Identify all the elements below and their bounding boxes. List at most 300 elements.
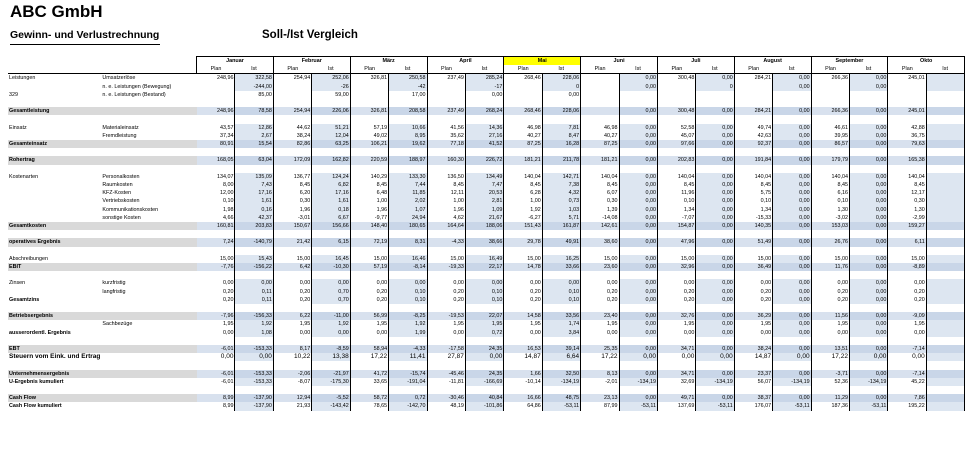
- plan-value-cell: 48,19: [427, 402, 465, 410]
- plan-value-cell: 0,00: [811, 329, 849, 337]
- ist-value-cell: 0,00: [849, 156, 887, 164]
- ist-value-cell: 211,78: [542, 156, 580, 164]
- plan-value-cell: 78,65: [350, 402, 388, 410]
- ist-value-cell: 0,00: [696, 320, 734, 328]
- ist-value-cell: [773, 247, 811, 255]
- plan-value-cell: -8,07: [273, 378, 311, 386]
- plan-value-cell: 159,27: [888, 222, 926, 230]
- ist-value-cell: [312, 271, 350, 279]
- plan-value-cell: 0,30: [888, 197, 926, 205]
- ist-value-cell: 27,16: [465, 132, 503, 140]
- plan-value-cell: 45,22: [888, 378, 926, 386]
- plan-value-cell: 52,36: [811, 378, 849, 386]
- plan-value-cell: 49,71: [657, 394, 695, 402]
- plan-value-cell: [734, 386, 772, 394]
- row-sublabel: [101, 115, 196, 123]
- plan-value-cell: 268,46: [504, 74, 542, 83]
- plan-value-cell: [427, 165, 465, 173]
- ist-value-cell: 8,31: [389, 238, 427, 246]
- plan-value-cell: 72,19: [350, 238, 388, 246]
- ist-value-cell: 11,85: [389, 189, 427, 197]
- ist-value-cell: 0,00: [849, 124, 887, 132]
- ist-value-cell: 0,00: [849, 345, 887, 353]
- row-sublabel: Vertriebskosten: [102, 198, 140, 205]
- ist-value-cell: 0,00: [773, 173, 811, 181]
- row-sublabel: Personalkosten: [102, 173, 140, 180]
- ist-value-cell: [849, 271, 887, 279]
- plan-value-cell: [581, 165, 619, 173]
- plan-value-cell: 87,25: [581, 140, 619, 148]
- plan-value-cell: 37,34: [197, 132, 235, 140]
- ist-value-cell: 0,00: [619, 312, 657, 320]
- ist-value-cell: 0,10: [389, 296, 427, 304]
- ist-value-cell: 1,99: [389, 329, 427, 337]
- plan-value-cell: 0,20: [581, 288, 619, 296]
- plan-value-cell: [734, 165, 772, 173]
- ist-value-cell: [926, 312, 964, 320]
- ist-value-cell: 0,00: [312, 279, 350, 287]
- ist-value-cell: 0,00: [696, 370, 734, 378]
- ist-value-cell: [926, 189, 964, 197]
- ist-value-cell: [773, 386, 811, 394]
- ist-value-cell: 135,09: [235, 173, 273, 181]
- plan-value-cell: 245,01: [888, 74, 926, 83]
- plan-value-cell: 8,45: [581, 181, 619, 189]
- plan-value-cell: 1,00: [350, 197, 388, 205]
- ist-value-cell: [619, 148, 657, 156]
- ist-value-cell: 0,00: [849, 214, 887, 222]
- row-label: [8, 386, 101, 394]
- row-sublabel: [101, 329, 196, 337]
- plan-value-cell: [350, 247, 388, 255]
- ist-value-cell: [696, 361, 734, 369]
- plan-value-cell: -3,02: [811, 214, 849, 222]
- ist-value-cell: -53,11: [773, 402, 811, 410]
- row-label: [8, 115, 101, 123]
- ist-value-cell: [926, 288, 964, 296]
- row-label: [8, 304, 101, 312]
- ist-value-cell: -5,52: [312, 394, 350, 402]
- ist-value-cell: 0,00: [619, 214, 657, 222]
- ist-value-cell: [773, 271, 811, 279]
- ist-value-cell: [235, 271, 273, 279]
- ist-value-cell: 0,10: [465, 288, 503, 296]
- ist-value-cell: 0,00: [849, 107, 887, 115]
- ist-value-cell: 2,67: [235, 132, 273, 140]
- plan-value-cell: [504, 83, 542, 91]
- ist-value-cell: [465, 271, 503, 279]
- ist-value-cell: 0,00: [619, 173, 657, 181]
- ist-value-cell: [465, 115, 503, 123]
- table-row: [8, 140, 965, 148]
- ist-value-cell: 24,94: [389, 214, 427, 222]
- plan-value-cell: 56,99: [350, 312, 388, 320]
- plan-value-cell: 1,30: [888, 206, 926, 214]
- plan-value-cell: 1,00: [504, 197, 542, 205]
- plan-value-cell: 6,42: [273, 263, 311, 271]
- plan-value-cell: [273, 148, 311, 156]
- plan-value-cell: 14,87: [734, 353, 772, 361]
- plan-value-cell: 32,76: [657, 312, 695, 320]
- ist-value-cell: [465, 386, 503, 394]
- table-row: [8, 263, 965, 271]
- plan-value-cell: [273, 304, 311, 312]
- ist-value-cell: 3,84: [542, 329, 580, 337]
- plan-value-cell: [811, 83, 849, 91]
- table-row: [8, 345, 965, 353]
- row-sublabel: [101, 353, 196, 361]
- ist-value-cell: 0,00: [696, 345, 734, 353]
- ist-value-cell: [849, 165, 887, 173]
- plan-value-cell: [581, 247, 619, 255]
- plan-value-cell: 15,00: [888, 255, 926, 263]
- ist-value-cell: 0,00: [619, 329, 657, 337]
- ist-value-cell: [619, 247, 657, 255]
- ist-value-cell: [235, 361, 273, 369]
- ist-value-cell: 1,74: [542, 320, 580, 328]
- ist-value-cell: [773, 230, 811, 238]
- plan-value-cell: [811, 337, 849, 345]
- plan-value-cell: 44,62: [273, 124, 311, 132]
- plan-value-cell: -14,08: [581, 214, 619, 222]
- table-row: [8, 214, 965, 222]
- ist-value-cell: 0,00: [773, 74, 811, 83]
- table-row: [8, 247, 965, 255]
- ist-value-cell: [926, 140, 964, 148]
- ist-value-cell: 0,00: [235, 353, 273, 361]
- row-sublabel: Kommunikationskosten: [102, 206, 159, 213]
- table-row: [8, 156, 965, 164]
- ist-value-cell: [926, 353, 964, 361]
- plan-value-cell: 0,20: [581, 296, 619, 304]
- plan-value-cell: 176,07: [734, 402, 772, 410]
- ist-value-cell: 228,06: [542, 107, 580, 115]
- ist-value-cell: -156,22: [235, 263, 273, 271]
- plan-value-cell: [811, 91, 849, 99]
- plan-value-cell: 15,00: [734, 255, 772, 263]
- plan-value-cell: [657, 165, 695, 173]
- plan-value-cell: [811, 386, 849, 394]
- plan-value-cell: 15,00: [273, 255, 311, 263]
- plan-value-cell: 195,22: [888, 402, 926, 410]
- plan-value-cell: 191,84: [734, 156, 772, 164]
- plan-value-cell: 6,48: [350, 189, 388, 197]
- plan-value-cell: [657, 304, 695, 312]
- plan-value-cell: 0,20: [504, 288, 542, 296]
- plan-value-cell: 0,00: [888, 329, 926, 337]
- plan-header: Plan: [811, 65, 849, 74]
- row-label: Kostenarten: [9, 173, 39, 180]
- ist-value-cell: -134,19: [619, 378, 657, 386]
- row-sublabel: [101, 255, 196, 263]
- plan-value-cell: 46,98: [581, 124, 619, 132]
- ist-value-cell: -134,19: [773, 378, 811, 386]
- ist-header: Ist: [773, 65, 811, 74]
- row-sublabel: [101, 304, 196, 312]
- ist-value-cell: 15,54: [235, 140, 273, 148]
- ist-value-cell: 0,00: [773, 140, 811, 148]
- plan-value-cell: 1,95: [273, 320, 311, 328]
- plan-value-cell: 51,49: [734, 238, 772, 246]
- plan-value-cell: 12,11: [427, 189, 465, 197]
- month-header: Januar: [197, 57, 274, 66]
- subtitle-underline: [10, 44, 160, 45]
- ist-value-cell: 142,71: [542, 173, 580, 181]
- ist-value-cell: [926, 337, 964, 345]
- plan-value-cell: 1,98: [197, 206, 235, 214]
- ist-value-cell: 12,04: [312, 132, 350, 140]
- ist-value-cell: 38,66: [465, 238, 503, 246]
- plan-value-cell: [350, 148, 388, 156]
- ist-value-cell: 0,00: [773, 222, 811, 230]
- ist-value-cell: [542, 247, 580, 255]
- plan-value-cell: 47,96: [657, 238, 695, 246]
- plan-value-cell: 151,43: [504, 222, 542, 230]
- plan-value-cell: 25,35: [581, 345, 619, 353]
- ist-value-cell: [235, 115, 273, 123]
- row-sublabel: [101, 230, 196, 238]
- plan-value-cell: 326,81: [350, 107, 388, 115]
- plan-value-cell: 26,76: [811, 238, 849, 246]
- ist-value-cell: 0,00: [619, 370, 657, 378]
- ist-value-cell: 0,00: [773, 345, 811, 353]
- ist-value-cell: 285,24: [465, 74, 503, 83]
- ist-value-cell: 0,00: [849, 320, 887, 328]
- row-label: EBT: [8, 345, 101, 353]
- row-label: [8, 148, 101, 156]
- ist-value-cell: 0,11: [235, 288, 273, 296]
- plan-value-cell: 0,10: [657, 197, 695, 205]
- ist-value-cell: [389, 271, 427, 279]
- ist-value-cell: 0,00: [773, 263, 811, 271]
- table-row: [8, 74, 965, 83]
- ist-value-cell: 78,58: [235, 107, 273, 115]
- ist-value-cell: 180,65: [389, 222, 427, 230]
- ist-value-cell: 49,91: [542, 238, 580, 246]
- ist-value-cell: 1,07: [389, 206, 427, 214]
- plan-value-cell: 14,58: [504, 312, 542, 320]
- ist-value-cell: 0,11: [235, 296, 273, 304]
- ist-value-cell: 203,83: [235, 222, 273, 230]
- plan-value-cell: 136,77: [273, 173, 311, 181]
- ist-value-cell: -53,11: [619, 402, 657, 410]
- ist-value-cell: [389, 247, 427, 255]
- plan-value-cell: 0,00: [581, 279, 619, 287]
- plan-value-cell: [581, 386, 619, 394]
- row-sublabel: Materialeinsatz: [102, 124, 139, 131]
- plan-value-cell: [273, 165, 311, 173]
- plan-value-cell: 134,07: [197, 173, 235, 181]
- ist-value-cell: 0,00: [849, 206, 887, 214]
- ist-value-cell: 0,00: [619, 197, 657, 205]
- ist-value-cell: -8,25: [389, 312, 427, 320]
- ist-value-cell: 0,70: [312, 296, 350, 304]
- ist-value-cell: 0,00: [696, 189, 734, 197]
- ist-value-cell: [926, 247, 964, 255]
- plan-value-cell: [657, 115, 695, 123]
- plan-value-cell: 38,60: [581, 238, 619, 246]
- ist-value-cell: [926, 255, 964, 263]
- plan-value-cell: 4,66: [197, 214, 235, 222]
- ist-value-cell: 0,00: [619, 74, 657, 83]
- ist-value-cell: 0,00: [773, 181, 811, 189]
- plan-value-cell: [273, 230, 311, 238]
- ist-value-cell: [696, 148, 734, 156]
- plan-value-cell: [504, 99, 542, 107]
- plan-value-cell: [734, 247, 772, 255]
- plan-value-cell: 137,69: [657, 402, 695, 410]
- ist-value-cell: [389, 230, 427, 238]
- ist-value-cell: [312, 337, 350, 345]
- plan-value-cell: [811, 361, 849, 369]
- plan-value-cell: 8,45: [504, 181, 542, 189]
- plan-value-cell: [581, 115, 619, 123]
- ist-value-cell: [849, 230, 887, 238]
- plan-value-cell: 35,62: [427, 132, 465, 140]
- ist-value-cell: -21,97: [312, 370, 350, 378]
- ist-value-cell: 2,02: [389, 197, 427, 205]
- ist-value-cell: 1,92: [235, 320, 273, 328]
- plan-value-cell: 15,00: [197, 255, 235, 263]
- ist-value-cell: [542, 361, 580, 369]
- ist-value-cell: 0,00: [696, 107, 734, 115]
- plan-value-cell: 8,45: [734, 181, 772, 189]
- plan-value-cell: 15,00: [657, 255, 695, 263]
- ist-value-cell: [465, 230, 503, 238]
- ist-value-cell: 0,00: [619, 140, 657, 148]
- plan-value-cell: [427, 337, 465, 345]
- month-header: Mai: [504, 57, 581, 66]
- month-header: März: [350, 57, 427, 66]
- row-label: [8, 337, 101, 345]
- plan-value-cell: 0,20: [427, 296, 465, 304]
- ist-value-cell: 0,00: [696, 263, 734, 271]
- ist-value-cell: 8,47: [542, 132, 580, 140]
- plan-value-cell: [581, 91, 619, 99]
- plan-value-cell: [657, 247, 695, 255]
- ist-value-cell: 0,00: [619, 263, 657, 271]
- plan-value-cell: [197, 247, 235, 255]
- ist-header: Ist: [619, 65, 657, 74]
- row-sublabel: [101, 148, 196, 156]
- row-label: U-Ergebnis kumuliert: [9, 378, 64, 385]
- plan-value-cell: [273, 247, 311, 255]
- plan-value-cell: [273, 83, 311, 91]
- plan-value-cell: 220,59: [350, 156, 388, 164]
- ist-value-cell: 63,04: [235, 156, 273, 164]
- row-label: ausserordentl. Ergebnis: [9, 329, 71, 336]
- ist-value-cell: 1,61: [235, 197, 273, 205]
- table-row: [8, 99, 965, 107]
- plan-value-cell: 1,92: [504, 206, 542, 214]
- table-row: [8, 361, 965, 369]
- ist-value-cell: [389, 386, 427, 394]
- ist-value-cell: 0,00: [619, 132, 657, 140]
- ist-value-cell: [849, 386, 887, 394]
- plan-value-cell: -17,58: [427, 345, 465, 353]
- plan-value-cell: [734, 337, 772, 345]
- plan-value-cell: 17,22: [581, 353, 619, 361]
- plan-value-cell: [811, 148, 849, 156]
- ist-value-cell: [465, 304, 503, 312]
- ist-value-cell: [389, 361, 427, 369]
- plan-value-cell: 0,00: [427, 329, 465, 337]
- ist-value-cell: -244,00: [235, 83, 273, 91]
- plan-value-cell: 46,98: [504, 124, 542, 132]
- row-label: Cash Flow kumuliert: [9, 403, 62, 410]
- plan-value-cell: 0,00: [197, 353, 235, 361]
- row-sublabel: [101, 271, 196, 279]
- ist-value-cell: 63,25: [312, 140, 350, 148]
- month-header: Juni: [581, 57, 658, 66]
- table-row: [8, 378, 965, 386]
- plan-value-cell: 80,91: [197, 140, 235, 148]
- plan-value-cell: 8,45: [657, 181, 695, 189]
- plan-value-cell: [811, 99, 849, 107]
- plan-value-cell: 36,29: [734, 312, 772, 320]
- row-sublabel: [101, 165, 196, 173]
- plan-value-cell: [581, 230, 619, 238]
- row-label: Unternehmensergebnis: [8, 370, 101, 378]
- plan-value-cell: 0,10: [734, 197, 772, 205]
- ist-value-cell: [926, 263, 964, 271]
- ist-value-cell: [926, 345, 964, 353]
- row-sublabel: [101, 312, 196, 320]
- plan-value-cell: 41,72: [350, 370, 388, 378]
- plan-value-cell: [273, 271, 311, 279]
- plan-value-cell: [734, 99, 772, 107]
- ist-value-cell: 19,62: [389, 140, 427, 148]
- ist-value-cell: 21,67: [465, 214, 503, 222]
- row-label: Gesamtzins: [9, 296, 40, 303]
- plan-value-cell: 41,56: [427, 124, 465, 132]
- ist-value-cell: [926, 124, 964, 132]
- row-label: Abschreibungen: [9, 255, 48, 262]
- plan-value-cell: [350, 115, 388, 123]
- row-label: Betriebsergebnis: [8, 312, 101, 320]
- ist-value-cell: 16,46: [389, 255, 427, 263]
- ist-value-cell: [542, 304, 580, 312]
- plan-value-cell: 34,71: [657, 370, 695, 378]
- plan-value-cell: -9,77: [350, 214, 388, 222]
- plan-value-cell: 0,20: [427, 288, 465, 296]
- plan-value-cell: 6,16: [811, 189, 849, 197]
- ist-value-cell: 33,56: [542, 312, 580, 320]
- table-row: [8, 206, 965, 214]
- ist-value-cell: 0,00: [849, 279, 887, 287]
- ist-value-cell: 22,17: [465, 263, 503, 271]
- ist-value-cell: [235, 337, 273, 345]
- row-label: [8, 181, 101, 189]
- plan-value-cell: 168,05: [197, 156, 235, 164]
- ist-value-cell: -53,11: [542, 402, 580, 410]
- plan-value-cell: 179,79: [811, 156, 849, 164]
- plan-value-cell: 0,20: [197, 288, 235, 296]
- ist-value-cell: -8,59: [312, 345, 350, 353]
- plan-value-cell: 52,58: [657, 124, 695, 132]
- row-label: [8, 361, 101, 369]
- ist-value-cell: 0,00: [696, 394, 734, 402]
- plan-value-cell: 0,20: [811, 296, 849, 304]
- ist-value-cell: 0,00: [542, 91, 580, 99]
- ist-value-cell: [926, 329, 964, 337]
- ist-value-cell: [542, 99, 580, 107]
- plan-value-cell: [350, 386, 388, 394]
- ist-value-cell: 0,00: [849, 312, 887, 320]
- plan-value-cell: [581, 304, 619, 312]
- ist-value-cell: 14,36: [465, 124, 503, 132]
- plan-value-cell: 150,67: [273, 222, 311, 230]
